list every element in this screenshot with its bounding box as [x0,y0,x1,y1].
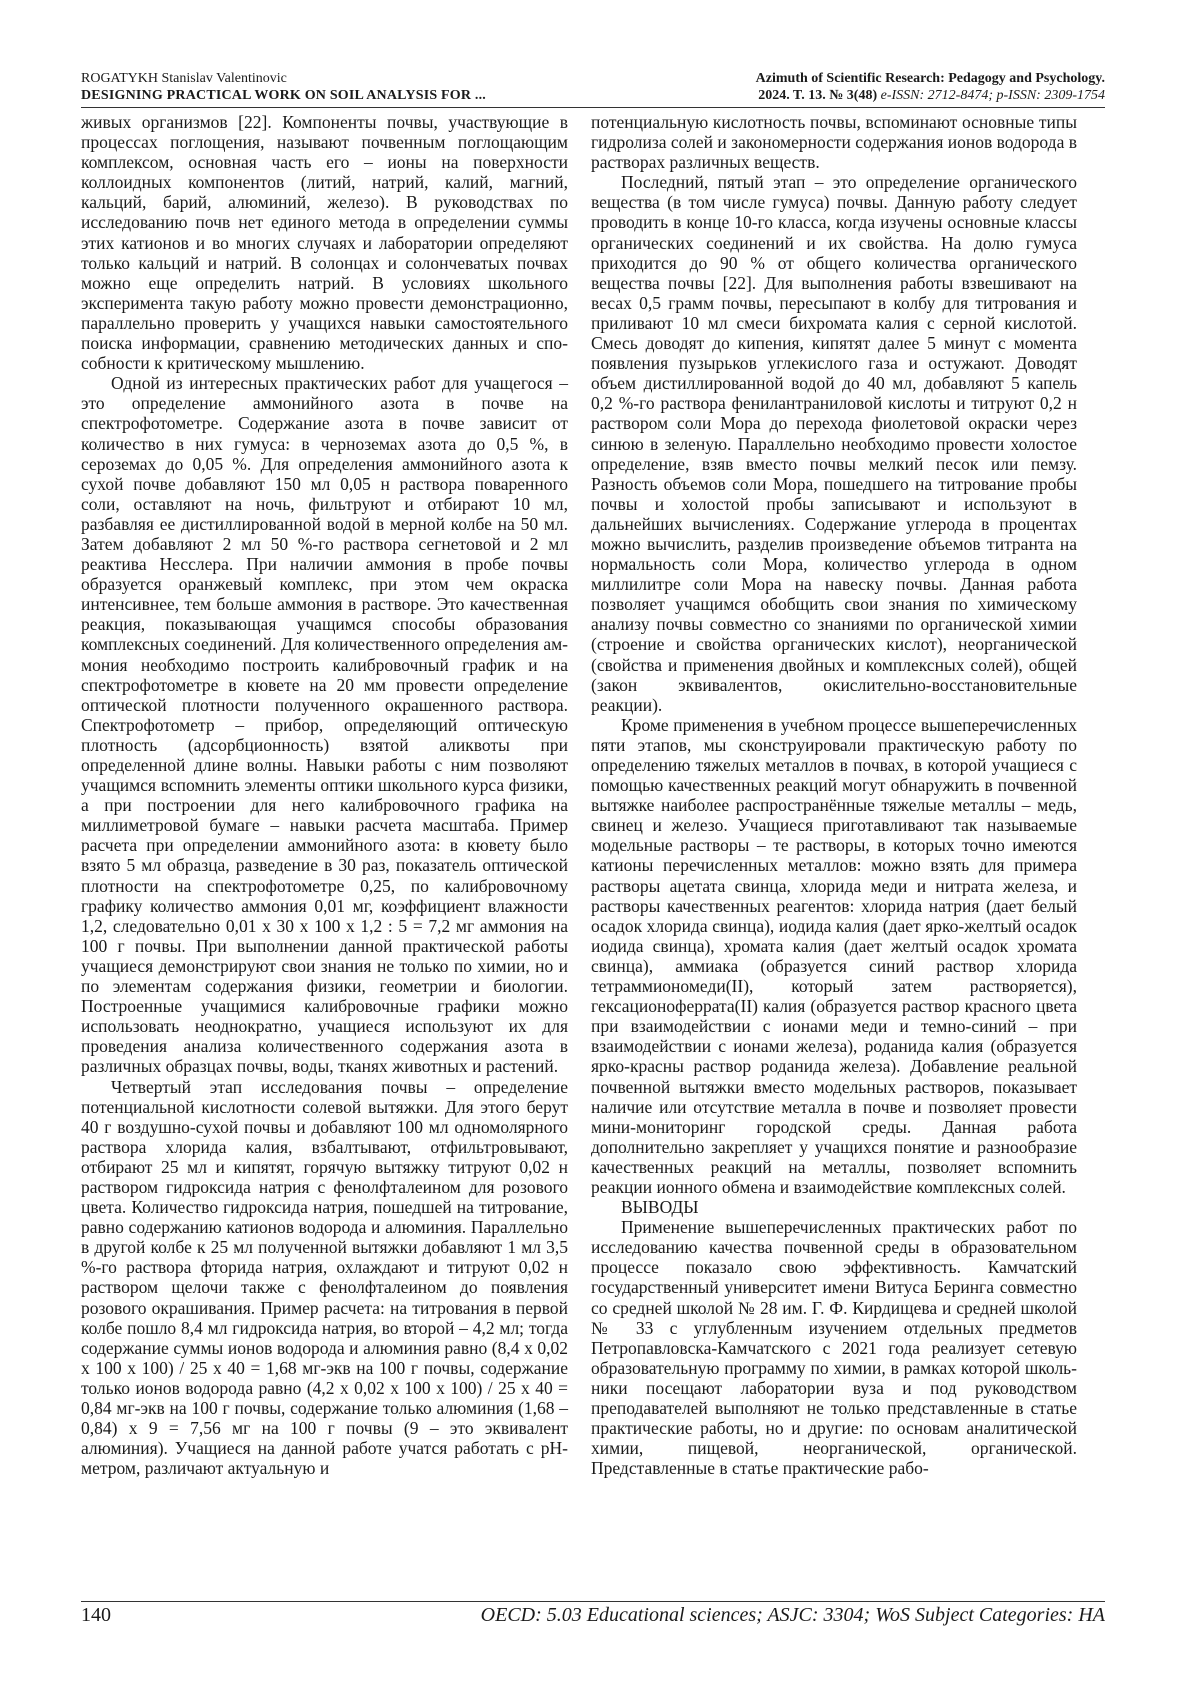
header-author: ROGATYKH Stanislav Valentinovic [81,71,287,86]
paragraph: Четвертый этап исследования почвы – определение потенциальной кислотности солевой вытяжки. Для этого берут 40 г воздушно-сухой почвы и добавляют 100 мл одномолярного раствора хлорида калия, взбалтывают, отфильтровывают, отбирают 25 мл и кипятят, горячую вытяжку титруют 0,02 н раствором гидроксида натрия с фенолфталеином для розового цвета. Количество гидроксида натрия, пошедшей на титрование, равно содержанию катионов водорода и алюминия. Параллельно в другой колбе к 25 мл полученной вытяжки добавляют 1 мл 3,5 %-го раствора фторида натрия, охлаждают и титруют 0,02 н раствором щелочи также с фенолфталеином до появления розового окрашивания. Пример расчета: на титрования в первой колбе пошло 8,4 мл гидроксида натрия, во второй – 4,2 мл; тогда содержание суммы ионов водорода и алюминия равно (8,4 x 0,02 x 100 x 100) / 25 x 40 = 1,68 мг-экв на 100 г почвы, содержание только ионов водорода равно (4,2 x 0,02 x 100 x 100) / 25 x 40 = 0,84 мг-экв на 100 г почвы, содержание только алюминия (1,68 – 0,84) x 9 = 7,56 мг на 100 г почвы (9 – это эквивалент алюминия). Учащиеся на данной работе учатся работать с pH-метром, различают актуальную и [81,1076,568,1479]
right-column [591,112,1077,1478]
running-header-right [565,70,1105,104]
footer-rule [81,1601,1105,1602]
paragraph: Последний, пятый этап – это определение органического вещества (в том числе гумуса) почвы. Данную работу следует проводить в конце 10-го класса, когда изучены основные классы органических соединений и их свойства. На долю гумуса приходится до 90 % от общего количества органического вещества почвы [22]. Для выполнения работы взвешивают на весах 0,5 грамм почвы, пересыпают в колбу для титрования и приливают 10 мл смеси бихромата калия с серной кислотой. Смесь доводят до кипения, кипятят далее 5 минут с момента появления пузырьков углекислого газа и остужают. Доводят объем дистиллированной водой до 40 мл, добавляют 5 капель 0,2 %-го раствора фенилантраниловой кислоты и титруют 0,2 н раствором соли Мора до перехода фиолетовой окраски через синюю в зеленую. Параллельно необходимо провести холостое определение, взяв вместо почвы мелкий песок или пемзу. Разность объемов соли Мора, пошедшего на титрование пробы почвы и холостой пробы записывают и используют в дальнейших вычислениях. Содержание углерода в процентах можно вычислить, разделив произведение объемов титранта на нормальность соли Мора, количество углерода в одном миллилитре соли Мора на навеску почвы. Данная работа позволяет учащимся обобщить свои знания по химическому анализу почвы совместно со знаниями по органической химии (строение и свойства органических кислот), неорганической (свойства и применения двойных и комплексных солей), общей (закон эквивалентов, окислительно-восстановительные реакции). [591,172,1077,715]
header-issue: 2024. T. 13. № 3(48) [758,88,878,103]
header-journal: Azimuth of Scientific Research: Pedagogy and Psychology. [755,71,1105,86]
running-header-left [81,70,601,104]
header-article-title: DESIGNING PRACTICAL WORK ON SOIL ANALYSIS FOR ... [81,88,487,103]
header-issn: e-ISSN: 2712-8474; p-ISSN: 2309-1754 [880,88,1105,103]
paragraph: Одной из интересных практических работ для учащегося – это определение аммонийного азота в почве на спектрофотометре. Содержание азота в почве зависит от количество в них гумуса: в черноземах азота до 0,5 %, в сероземах до 0,05 %. Для определения аммонийного азота к сухой почве добавляют 150 мл 0,05 н раствора поваренного соли, оставляют на ночь, фильтруют и отбирают 10 мл, разбавляя ее дистиллированной водой в мерной колбе на 50 мл. Затем добавляют 2 мл 50 %-го раствора сегнетовой и 2 мл реактива Несслера. При наличии аммония в пробе почвы образуется оранжевый комплекс, при этом чем окраска интенсивнее, тем больше аммония в растворе. Это качественная реакция, показывающая учащимся способы образования комплексных соединений. Для количественного определения аммония необходимо построить калибровочный график и на спектрофотометре в кювете на 20 мм провести определение оптической плотности полученного окрашенного раствора. Спектрофотометр – прибор, определяющий оптическую плотность (адсорбционность) взятой аликвоты при определенной длине волны. Навыки работы с ним позволяют учащимся вспомнить элементы оптики школьного курса физики, а при построении для него калибровочного графика на миллиметровой бумаге – навыки расчета масштаба. Пример расчета при определении аммонийного азота: в кювету было взято 5 мл образца, разведение в 30 раз, показатель оптической плотности на спектрофотометре 0,25, по калибровочному графику количество аммония 0,01 мг, коэффициент влажности 1,2, следовательно 0,01 x 30 x 100 x 1,2 : 5 = 7,2 мг аммония на 100 г почвы. При выполнении данной практической работы учащиеся демонстрируют свои знания не только по химии, но и по элементам содержания физики, геометрии и биологии. Построенные учащимися калибровочные графики можно использовать неоднократно, учащиеся используют их для проведения анализа количественного содержания азота в различных образцах почвы, воды, тканях животных и растений. [81,373,568,1077]
footer-classification: OECD: 5.03 Educational sciences; ASJC: 3304; WoS Subject Categories: HA [480,1604,1105,1626]
page-number: 140 [81,1604,111,1626]
paragraph: Применение вышеперечисленных практических работ по исследованию качества почвенной среды в образовательном процессе показало свою эффективность. Камчатский государственный университет имени Витуса Беринга совместно со средней школой № 28 им. Г. Ф. Кирдищева и средней школой № 33 с углубленным изучением отдельных предметов Петропавловска-Камчатского с 2021 года реализует сетевую образовательную программу по химии, в рамках которой школьники посещают лаборатории вуза и под руководством преподавателей выполняют не только представленные в статье практические работы, но и другие: по основам аналитической химии, пищевой, неорганической, органической. Представленные в статье практические рабо- [591,1217,1077,1479]
left-column [81,112,568,1478]
paragraph: Кроме применения в учебном процессе вышеперечисленных пяти этапов, мы сконструировали практическую работу по определению тяжелых металлов в почвах, в которой учащиеся с помощью качественных реакций могут обнаружить в почвенной вытяжке наиболее распространённые тяжелые металлы – медь, свинец и железо. Учащиеся приготавливают так называемые модельные растворы – те растворы, в которых точно имеются катионы перечисленных металлов: можно взять для примера растворы ацетата свинца, хлорида меди и нитрата железа, и растворы качественных реагентов: хлорида натрия (дает белый осадок хлорида свинца), иодида калия (дает ярко-желтый осадок иодида свинца), хромата калия (дает желтый осадок хромата свинца), аммиака (образуется синий раствор хлорида тетраммиономеди(II), который затем растворяется), гексационоферрата(II) калия (образуется раствор красного цвета при взаимодействии с ионами меди и темно-синий – при взаимодействии с ионами железа), роданида калия (образуется ярко-красны раствор роданида железа). Добавление реальной почвенной вытяжки вместо модельных растворов, показывает наличие или отсутствие металла в почве и позволяет провести мини-мониторинг городской среды. Данная работа дополнительно закрепляет у учащихся понятие и разнообразие качественных реакций на металлы, позволяет вспомнить реакции ионного обмена и взаимодействие комплексных солей. [591,714,1077,1197]
section-heading-conclusions: ВЫВОДЫ [621,1197,699,1218]
paragraph: потенциальную кислотность почвы, вспоминают основные типы гидролиза солей и закономерности содержания ионов водорода в растворах различных веществ. [591,112,1077,173]
header-issue-line [565,87,1105,104]
header-rule [81,107,1105,108]
paragraph: живых организмов [22]. Компоненты почвы, участвующие в процессах поглощения, называют почвенным поглощающим комплексом, основная часть его – ионы на поверхности коллоидных компонентов (литий, натрий, калий, магний, кальций, барий, алюминий, железо). В руководствах по исследованию почв нет единого метода в определении суммы этих катионов и во многих случаях и лаборатории определяют только кальций и натрий. В солонцах и солончеватых почвах можно еще определить натрий. В условиях школьного эксперимента такую работу можно провести демонстрационно, параллельно проверить у учащихся навыки самостоятельного поиска информации, сравнению методических данных и способности к критическому мышлению. [81,112,568,374]
